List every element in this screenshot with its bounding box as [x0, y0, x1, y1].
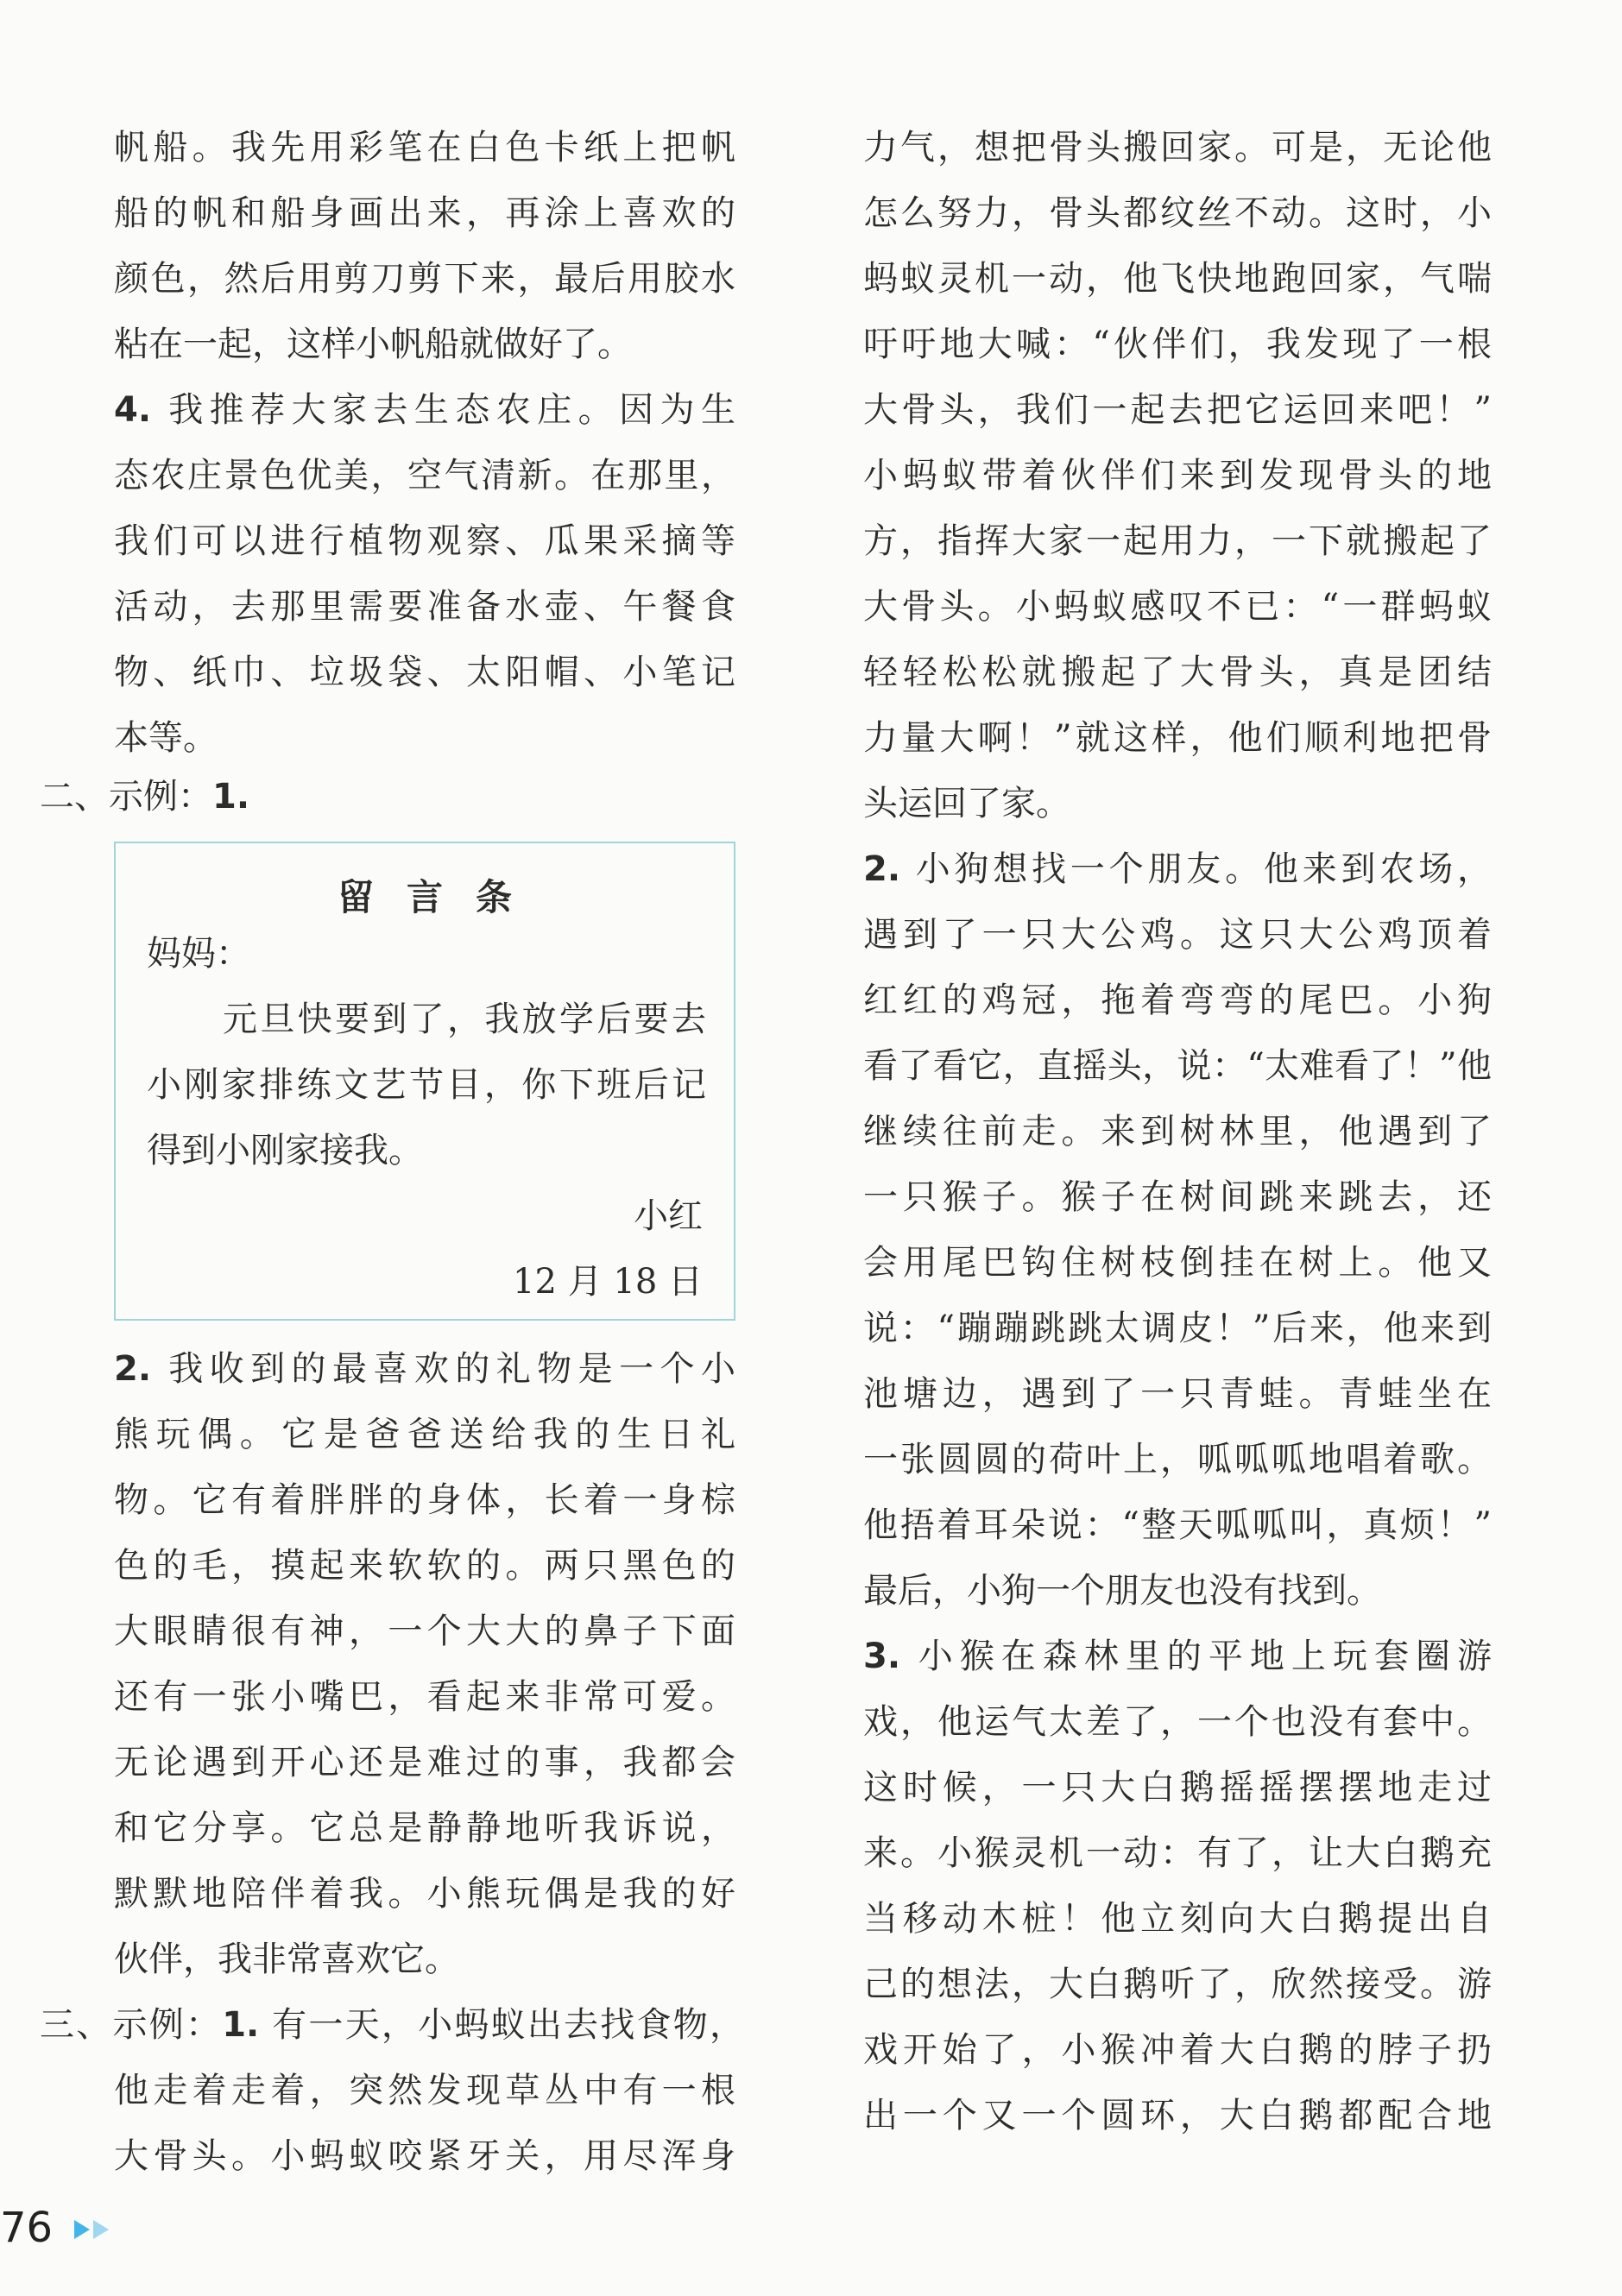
- item-number: 2.: [863, 849, 901, 889]
- line-text: 帆船。我先用彩笔在白色卡纸上把帆: [114, 128, 735, 167]
- line-text: 说：“蹦蹦跳跳太调皮！”后来，他来到: [863, 1309, 1492, 1348]
- line-text: 红红的鸡冠，拖着弯弯的尾巴。小狗: [863, 981, 1492, 1020]
- paragraph-line: [863, 1503, 1492, 1548]
- message-note: [114, 842, 735, 1321]
- paragraph-line: [114, 1543, 735, 1588]
- paragraph-line: [863, 650, 1492, 695]
- line-text: 一张圆圆的荷叶上，呱呱呱地唱着歌。: [863, 1440, 1492, 1479]
- paragraph-line: [863, 388, 1492, 432]
- paragraph-line: [863, 322, 1492, 367]
- paragraph-line: [863, 716, 1492, 760]
- paragraph-line: [114, 519, 735, 564]
- note-body-line: 元旦快要到了，我放学后要去: [223, 1000, 706, 1039]
- item-number: 2.: [114, 1349, 152, 1389]
- paragraph-line: [863, 1962, 1492, 2007]
- line-text: 大骨头，我们一起去把它运回来吧！”: [863, 390, 1492, 430]
- line-text: 他捂着耳朵说：“整天呱呱叫，真烦！”: [863, 1505, 1492, 1545]
- paragraph-line: [863, 1831, 1492, 1876]
- line-text: 我推荐大家去生态农庄。因为生: [168, 390, 736, 430]
- line-text: 小蚂蚁带着伙伴们来到发现骨头的地: [863, 456, 1492, 495]
- line-text: 活动，去那里需要准备水壶、午餐食: [114, 587, 735, 627]
- line-text: 熊玩偶。它是爸爸送给我的生日礼: [114, 1415, 735, 1454]
- paragraph-line: [863, 1306, 1492, 1351]
- line-text: 物、纸巾、垃圾袋、太阳帽、小笔记: [114, 653, 735, 692]
- line-text: 看了看它，直摇头，说：“太难看了！”他: [863, 1046, 1492, 1086]
- line-text: 大骨头。小蚂蚁咬紧牙关，用尽浑身: [114, 2136, 735, 2176]
- section-label: 二、示例：: [40, 777, 212, 817]
- paragraph-line: [863, 1437, 1492, 1482]
- section-2-heading: [40, 774, 249, 819]
- paragraph-line: [863, 1634, 1492, 1679]
- paragraph-line: [863, 1044, 1492, 1088]
- paragraph-line: [114, 650, 735, 695]
- paragraph-line: [863, 453, 1492, 498]
- paragraph-line: [114, 191, 735, 236]
- paragraph-line: [114, 1937, 735, 1982]
- line-text: 粘在一起，这样小帆船就做好了。: [114, 325, 632, 364]
- paragraph-line: [863, 781, 1492, 826]
- paragraph-line: [114, 584, 735, 629]
- paragraph-line: [114, 388, 735, 432]
- line-text: 方，指挥大家一起用力，一下就搬起了: [863, 521, 1492, 561]
- note-title: 留言条: [337, 876, 545, 918]
- line-text: 船的帆和船身画出来，再涂上喜欢的: [114, 193, 735, 233]
- line-text: 力量大啊！”就这样，他们顺利地把骨: [863, 718, 1492, 758]
- paragraph-line: [114, 1871, 735, 1916]
- line-text: 大骨头。小蚂蚁感叹不已：“一群蚂蚁: [863, 587, 1492, 627]
- item-number: 4.: [114, 390, 152, 430]
- line-text: 会用尾巴钩住树枝倒挂在树上。他又: [863, 1243, 1492, 1283]
- line-text: 我们可以进行植物观察、瓜果采摘等: [114, 521, 735, 561]
- paragraph-line: [863, 1568, 1492, 1613]
- line-text: 吁吁地大喊：“伙伴们，我发现了一根: [863, 325, 1492, 364]
- line-text: 态农庄景色优美，空气清新。在那里，: [114, 456, 735, 495]
- paragraph-line: [114, 2068, 735, 2113]
- item-number: 3.: [863, 1637, 901, 1676]
- line-text: 伙伴，我非常喜欢它。: [114, 1940, 459, 1979]
- paragraph-line: [114, 125, 735, 170]
- line-text: 戏，他运气太差了，一个也没有套中。: [863, 1702, 1492, 1742]
- paragraph-line: [114, 1347, 735, 1391]
- paragraph-line: [114, 716, 735, 760]
- line-text: 大眼睛很有神，一个大大的鼻子下面: [114, 1612, 735, 1651]
- paragraph-line: [863, 1109, 1492, 1154]
- paragraph-line: [863, 125, 1492, 170]
- line-text: 当移动木桩！他立刻向大白鹅提出自: [863, 1899, 1492, 1939]
- line-text: 物。它有着胖胖的身体，长着一身棕: [114, 1480, 735, 1520]
- page-number: 76: [0, 2204, 54, 2252]
- paragraph-line: [114, 256, 735, 301]
- paragraph-line: [863, 912, 1492, 957]
- paragraph-line: [863, 2093, 1492, 2138]
- line-text: 我收到的最喜欢的礼物是一个小: [168, 1349, 736, 1389]
- paragraph-line: [863, 256, 1492, 301]
- line-text: 小狗想找一个朋友。他来到农场，: [915, 849, 1493, 889]
- line-text: 无论遇到开心还是难过的事，我都会: [114, 1743, 735, 1782]
- page-arrows-icon: [74, 2220, 109, 2239]
- paragraph-line: [114, 1412, 735, 1457]
- paragraph-line: [863, 191, 1492, 236]
- line-text: 一只猴子。猴子在树间跳来跳去，还: [863, 1177, 1492, 1217]
- line-text: 这时候，一只大白鹅摇摇摆摆地走过: [863, 1768, 1492, 1807]
- paragraph-line: [863, 847, 1492, 892]
- paragraph-line: [114, 1675, 735, 1719]
- line-text: 和它分享。它总是静静地听我诉说，: [114, 1808, 735, 1848]
- paragraph-line: [114, 1806, 735, 1851]
- line-text: 他走着走着，突然发现草丛中有一根: [114, 2071, 735, 2110]
- line-text: 蚂蚁灵机一动，他飞快地跑回家，气喘: [863, 259, 1492, 299]
- note-body-line: 得到小刚家接我。: [147, 1131, 423, 1170]
- line-text: 还有一张小嘴巴，看起来非常可爱。: [114, 1677, 735, 1717]
- paragraph-line: [863, 1175, 1492, 1220]
- line-text: 怎么努力，骨头都纹丝不动。这时，小: [863, 193, 1492, 233]
- line-text: 轻轻松松就搬起了大骨头，真是团结: [863, 653, 1492, 692]
- line-text: 最后，小狗一个朋友也没有找到。: [863, 1571, 1381, 1611]
- paragraph-line: [863, 978, 1492, 1023]
- paragraph-line: [863, 519, 1492, 564]
- line-text: 戏开始了，小猴冲着大白鹅的脖子扔: [863, 2030, 1492, 2070]
- paragraph-line: [863, 1372, 1492, 1416]
- line-text: 色的毛，摸起来软软的。两只黑色的: [114, 1546, 735, 1586]
- note-salutation: 妈妈：: [147, 934, 250, 974]
- line-text: 出一个又一个圆环，大白鹅都配合地: [863, 2096, 1492, 2135]
- paragraph-line: [863, 1240, 1492, 1285]
- line-text: 小猴在森林里的平地上玩套圈游: [918, 1637, 1492, 1676]
- paragraph-line: [863, 584, 1492, 629]
- line-text: 池塘边，遇到了一只青蛙。青蛙坐在: [863, 1374, 1492, 1414]
- paragraph-line: [863, 1896, 1492, 1941]
- note-body-line: 小刚家排练文艺节目，你下班后记: [147, 1065, 706, 1105]
- paragraph-line: [114, 1609, 735, 1654]
- paragraph-line: [863, 2028, 1492, 2072]
- line-text: 遇到了一只大公鸡。这只大公鸡顶着: [863, 915, 1492, 955]
- line-text: 来。小猴灵机一动：有了，让大白鹅充: [863, 1833, 1492, 1873]
- section-label: 三、示例：: [40, 2005, 223, 2045]
- note-signature: 小红: [634, 1196, 703, 1236]
- line-text: 颜色，然后用剪刀剪下来，最后用胶水: [114, 259, 735, 299]
- paragraph-line: [114, 322, 735, 367]
- paragraph-line: [114, 1478, 735, 1523]
- line-text: 力气，想把骨头搬回家。可是，无论他: [863, 128, 1492, 167]
- paragraph-line: 有一天，小蚂蚁出去找食物，: [272, 2005, 745, 2045]
- section-3-heading: [40, 2003, 744, 2047]
- item-number: 1.: [222, 2005, 260, 2045]
- paragraph-line: [863, 1700, 1492, 1744]
- paragraph-line: [114, 2134, 735, 2179]
- note-date: 12 月 18 日: [513, 1262, 703, 1302]
- paragraph-line: [114, 453, 735, 498]
- line-text: 默默地陪伴着我。小熊玩偶是我的好: [114, 1874, 735, 1914]
- paragraph-line: [863, 1765, 1492, 1810]
- line-text: 己的想法，大白鹅听了，欣然接受。游: [863, 1965, 1492, 2004]
- paragraph-line: [114, 1740, 735, 1785]
- item-number: 1.: [212, 777, 250, 817]
- line-text: 继续往前走。来到树林里，他遇到了: [863, 1112, 1492, 1151]
- line-text: 本等。: [114, 718, 218, 758]
- line-text: 头运回了家。: [863, 784, 1070, 823]
